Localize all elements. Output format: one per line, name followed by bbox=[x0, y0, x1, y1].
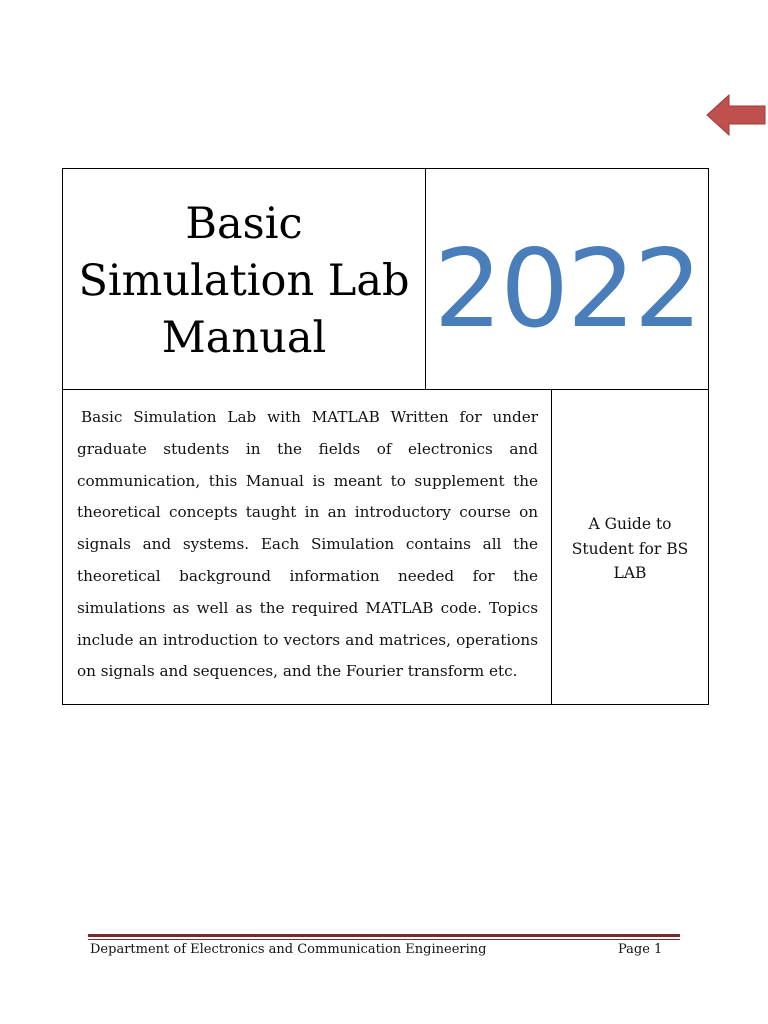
year-label: 2022 bbox=[433, 226, 701, 352]
manual-title: Basic Simulation Lab Manual bbox=[78, 198, 410, 363]
year-cell bbox=[426, 169, 708, 390]
footer-rule bbox=[88, 934, 680, 940]
footer-page-number: Page 1 bbox=[618, 942, 663, 957]
cover-table bbox=[62, 168, 709, 705]
description-text: Basic Simulation Lab with MATLAB Written for under graduate students in the fields of electronics and communication, this Manual is meant to supplement the theoretical concepts taught in an introductory course on signals and systems. Each Simulation contains all the theoretical background information needed for the simulations as well as the required MATLAB code. Topics include an introduction to vectors and matrices, operations on signals and sequences, and the Fourier transform etc. bbox=[77, 408, 538, 681]
title-cell bbox=[63, 169, 426, 390]
footer-rule-thin bbox=[88, 939, 680, 940]
back-arrow-shape bbox=[707, 95, 765, 135]
description-cell bbox=[63, 390, 552, 704]
back-arrow-icon[interactable] bbox=[705, 93, 767, 137]
footer-rule-thick bbox=[88, 934, 680, 937]
guide-cell bbox=[552, 390, 708, 704]
footer-department: Department of Electronics and Communication Engineering bbox=[90, 942, 487, 957]
guide-text: A Guide to Student for BS LAB bbox=[571, 515, 689, 583]
